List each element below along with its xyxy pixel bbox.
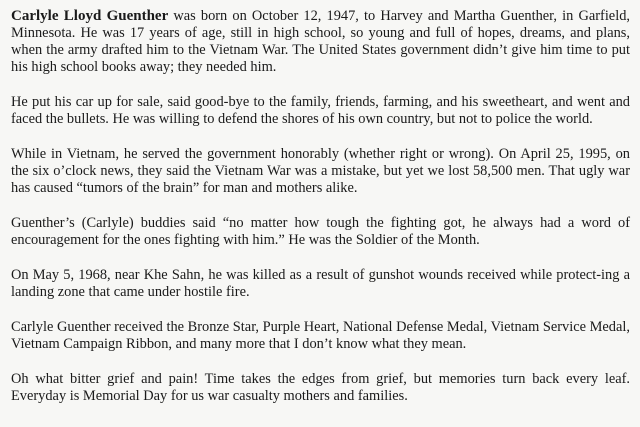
paragraph-buddies: Guenther’s (Carlyle) buddies said “no matter how tough the fighting got, he always had a word of encouragement for the ones fighting with him.” He was the Soldier of the Month. (11, 215, 630, 248)
intro-text: was born on October 12, 1947, to Harvey and Martha Guenther, in Garfield, Minnesota. He was 17 years of age, still in high school, so young and full of hopes, dreams, and plans, when the army drafted him to the Vietnam War. The United States government didn’t give him time to put his high school books away; they needed him. (11, 8, 630, 75)
paragraph-intro (11, 8, 630, 76)
paragraph-vietnam-service: While in Vietnam, he served the government honorably (whether right or wrong). On April 25, 1995, on the six o’clock news, they said the Vietnam War was a mistake, but yet we lost 58,500 men. That ugly war has caused “tumors of the brain” for man and mothers alike. (11, 146, 630, 196)
paragraph-medals: Carlyle Guenther received the Bronze Star, Purple Heart, National Defense Medal, Vietnam Service Medal, Vietnam Campaign Ribbon, and many more that I don’t know what they mean. (11, 319, 630, 352)
subject-name: Carlyle Lloyd Guenther (11, 8, 169, 24)
paragraph-death: On May 5, 1968, near Khe Sahn, he was killed as a result of gunshot wounds received while protect-ing a landing zone that came under hostile fire. (11, 267, 630, 300)
paragraph-closing: Oh what bitter grief and pain! Time takes the edges from grief, but memories turn back every leaf. Everyday is Memorial Day for us war casualty mothers and families. (11, 371, 630, 404)
paragraph-departure: He put his car up for sale, said good-bye to the family, friends, farming, and his sweetheart, and went and faced the bullets. He was willing to defend the shores of his own country, but not to police the world. (11, 94, 630, 127)
